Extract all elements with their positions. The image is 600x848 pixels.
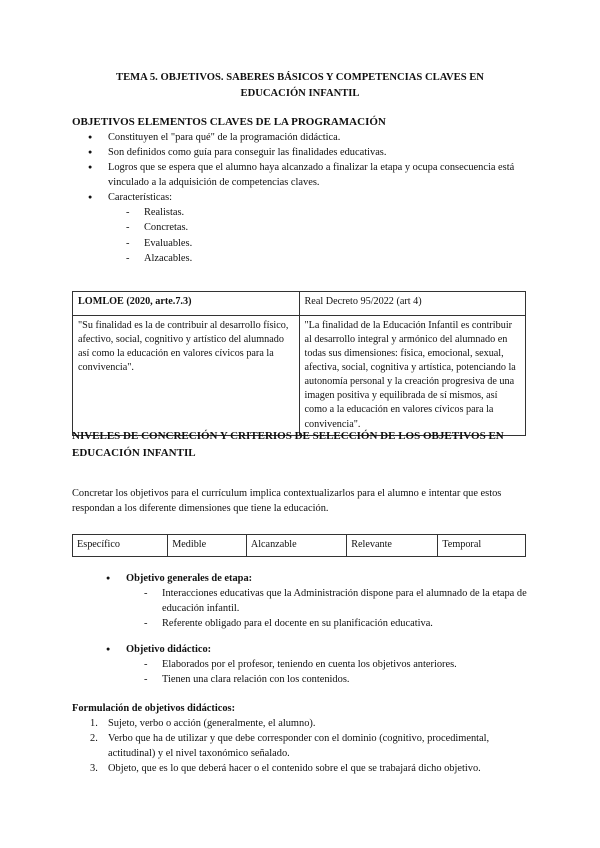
- didactic-objective-label: ● Objetivo didáctico:: [90, 642, 530, 657]
- list-item: [72, 731, 532, 761]
- formulation-heading: Formulación de objetivos didácticos:: [72, 703, 236, 714]
- criterion-cell: Medible: [168, 535, 247, 557]
- criteria-table: [72, 534, 526, 557]
- criterion-cell: Relevante: [347, 535, 438, 557]
- levels-intro: Concretar los objetivos para el currículum implica contextualizarlos para el alumno e intentar que estos respondan a los diferente dimensiones que tiene la educación.: [72, 488, 502, 515]
- objectives-list: [72, 130, 532, 266]
- law-comparison-table: [72, 291, 526, 436]
- formulation-list: [72, 716, 532, 776]
- stage-objective-label: ● Objetivo generales de etapa:: [90, 571, 530, 586]
- list-item: - Realistas.: [108, 205, 532, 220]
- list-item: - Concretas.: [108, 220, 532, 235]
- criterion-cell: Temporal: [438, 535, 526, 557]
- real-decreto-header: Real Decreto 95/2022 (art 4): [299, 292, 526, 316]
- section-heading-levels: NIVELES DE CONCRECIÓN Y CRITERIOS DE SELECCIÓN DE LOS OBJETIVOS EN EDUCACIÓN INFANTIL: [72, 430, 504, 459]
- list-item: ● Constituyen el "para qué" de la programación didáctica.: [72, 130, 532, 145]
- item-text: Sujeto, verbo o acción (generalmente, el alumno).: [108, 718, 316, 729]
- list-item: - Evaluables.: [108, 236, 532, 251]
- item-number: 1.: [90, 718, 98, 729]
- list-item: - Elaborados por el profesor, teniendo en cuenta los objetivos anteriores.: [126, 657, 530, 672]
- item-number: 3.: [90, 763, 98, 775]
- list-item: - Tienen una clara relación con los contenidos.: [126, 672, 530, 687]
- didactic-objective-block: [90, 642, 530, 687]
- list-item: [72, 761, 532, 776]
- list-item: [72, 716, 532, 731]
- item-text: Objeto, que es lo que deberá hacer o el contenido sobre el que se trabajará dicho objetivo.: [108, 763, 481, 775]
- criterion-cell: Alcanzable: [246, 535, 346, 557]
- document-title: TEMA 5. OBJETIVOS. SABERES BÁSICOS Y COMPETENCIAS CLAVES EN EDUCACIÓN INFANTIL: [116, 72, 484, 100]
- stage-objective-block: [90, 571, 530, 631]
- criterion-cell: Específico: [73, 535, 168, 557]
- real-decreto-quote: "La finalidad de la Educación Infantil es contribuir al desarrollo integral y armónico del alumnado en todas sus dimensiones: física, emocional, sexual, afectiva, social, cognitiva y artística, potenciando la autonomía personal y la creación progresiva de una imagen positiva y equilibrada de sí mismos, así como a la educación en valores cívicos para la convivencia".: [299, 316, 526, 436]
- list-item: ● Logros que se espera que el alumno haya alcanzado a finalizar la etapa y ocupa consecuencia está vinculado a la adquisición de competencias claves.: [72, 160, 532, 190]
- list-item: - Interacciones educativas que la Administración dispone para el alumnado de la etapa de educación infantil.: [126, 586, 530, 616]
- lomloe-header: LOMLOE (2020, arte.7.3): [73, 292, 300, 316]
- list-item: - Alzacables.: [108, 251, 532, 266]
- item-number: 2.: [90, 733, 98, 745]
- lomloe-quote: "Su finalidad es la de contribuir al desarrollo físico, afectivo, social, cognitivo y artístico del alumnado así como la educación en valores cívicos para la convivencia".: [73, 316, 300, 436]
- list-item: - Referente obligado para el docente en su planificación educativa.: [126, 616, 530, 631]
- item-text: Verbo que ha de utilizar y que debe corresponder con el dominio (cognitivo, procedimental, actitudinal) y el nivel taxonómico señalado.: [108, 733, 490, 760]
- list-item: ● Son definidos como guía para conseguir las finalidades educativas.: [72, 145, 532, 160]
- list-item: ● Características:: [72, 190, 532, 205]
- section-heading-objectives: OBJETIVOS ELEMENTOS CLAVES DE LA PROGRAMACIÓN: [72, 116, 386, 128]
